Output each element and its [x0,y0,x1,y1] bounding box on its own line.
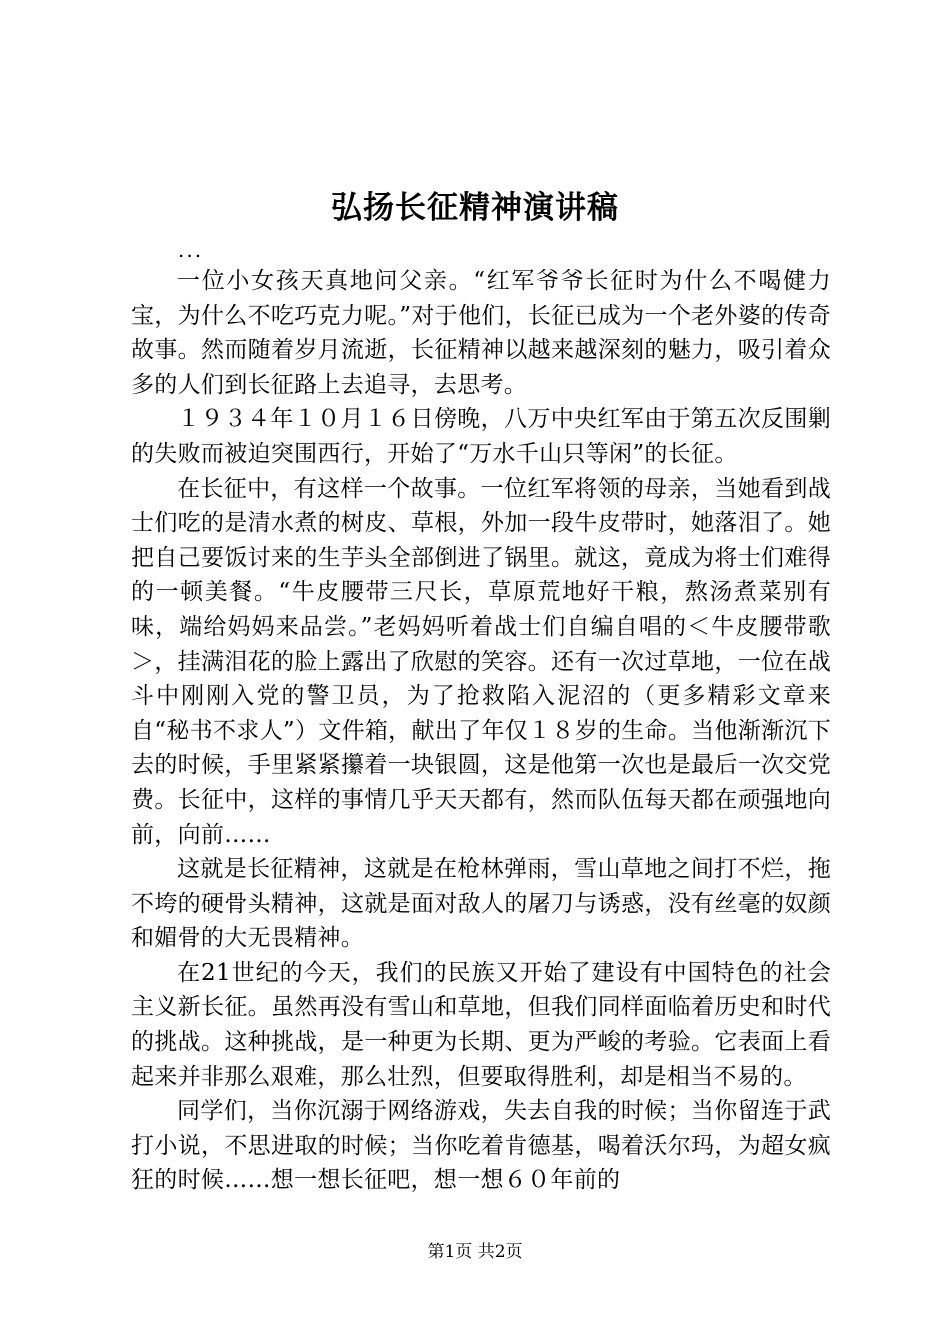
paragraph: 同学们，当你沉溺于网络游戏，失去自我的时候；当你留连于武打小说，不思进取的时候；当你吃着肯德基，喝着沃尔玛，为超女疯狂的时候……想一想长征吧，想一想６０年前的 [131,1098,831,1194]
ellipsis-marker: ... [178,238,204,262]
page-footer: 第1页 共2页 [427,1242,523,1262]
paragraph: 一位小女孩天真地问父亲。“红军爷爷长征时为什么不喝健力宝，为什么不吃巧克力呢。”对于他们，长征已成为一个老外婆的传奇故事。然而随着岁月流逝，长征精神以越来越深刻的魅力，吸引着众多的人们到长征路上去追寻，去思考。 [131,268,831,398]
paragraph: 这就是长征精神，这就是在枪林弹雨，雪山草地之间打不烂，拖不垮的硬骨头精神，这就是面对敌人的屠刀与诱惑，没有丝毫的奴颜和媚骨的大无畏精神。 [131,856,831,952]
paragraph: 在21世纪的今天，我们的民族又开始了建设有中国特色的社会主义新长征。虽然再没有雪山和草地，但我们同样面临着历史和时代的挑战。这种挑战，是一种更为长期、更为严峻的考验。它表面上看起来并非那么艰难，那么壮烈，但要取得胜利，却是相当不易的。 [131,959,831,1090]
paragraph: 在长征中，有这样一个故事。一位红军将领的母亲，当她看到战士们吃的是清水煮的树皮、草根，外加一段牛皮带时，她落泪了。她把自己要饭讨来的生芋头全部倒进了锅里。就这，竟成为将士们难得的一顿美餐。“牛皮腰带三尺长，草原荒地好干粮，熬汤煮菜别有味，端给妈妈来品尝。”老妈妈听着战士们自编自唱的＜牛皮腰带歌＞，挂满泪花的脸上露出了欣慰的笑容。还有一次过草地，一位在战斗中刚刚入党的警卫员，为了抢救陷入泥沼的（更多精彩文章来自“秘书不求人”）文件箱，献出了年仅１８岁的生命。当他渐渐沉下去的时候，手里紧紧攥着一块银圆，这是他第一次也是最后一次交党费。长征中，这样的事情几乎天天都有，然而队伍每天都在顽强地向前，向前…… [131,475,831,848]
paragraph: １９３４年１０月１６日傍晚，八万中央红军由于第五次反围剿的失败而被迫突围西行，开始了“万水千山只等闲”的长征。 [131,406,831,467]
document-body [131,264,831,1198]
page-title: 弘扬长征精神演讲稿 [331,190,619,226]
